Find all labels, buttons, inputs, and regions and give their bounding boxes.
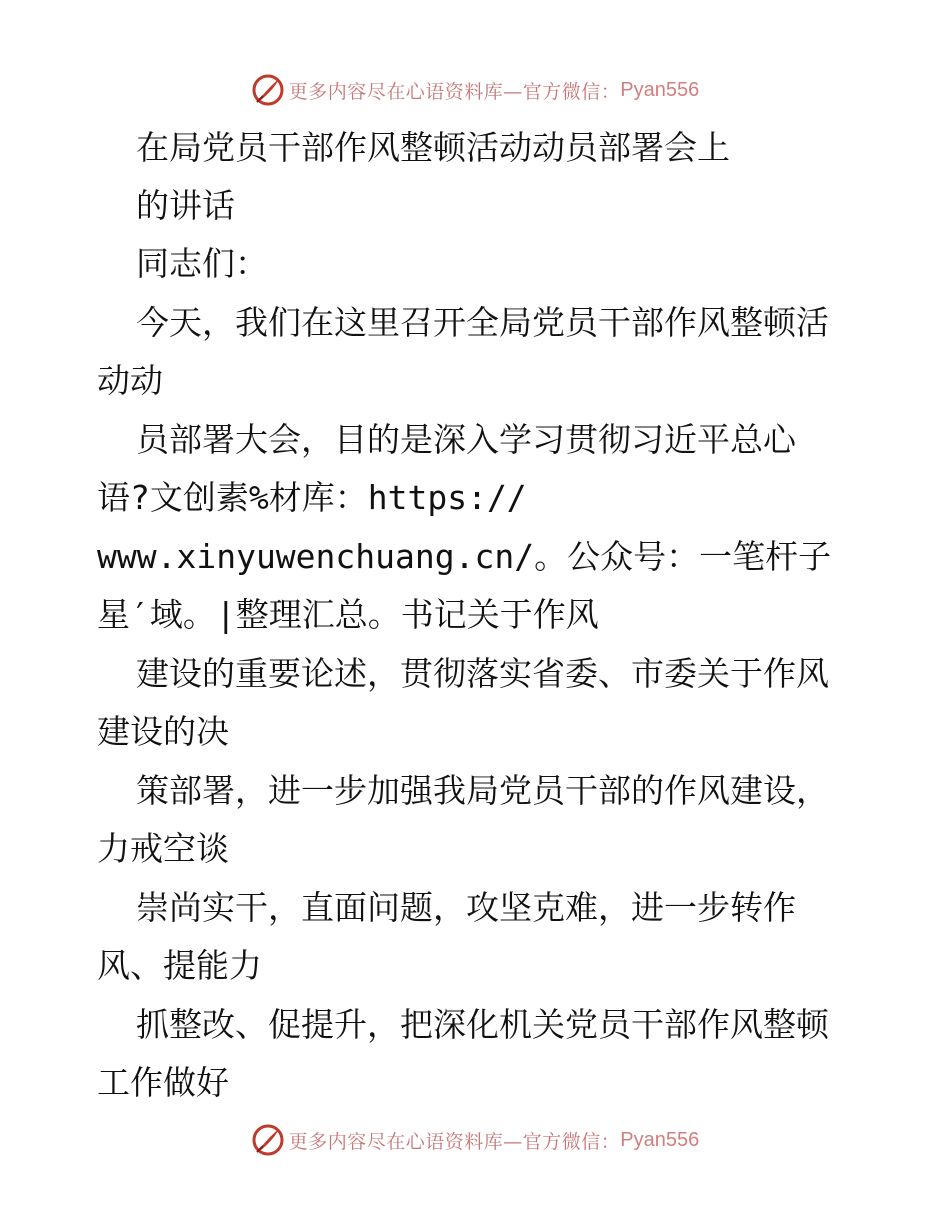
doc-paragraph-line: 员部署大会，目的是深入学习贯彻习近平总心 bbox=[136, 420, 796, 459]
doc-paragraph-line: 抓整改、促提升，把深化机关党员干部作风整顿 bbox=[136, 1005, 829, 1044]
footer-banner bbox=[0, 1120, 950, 1160]
header-banner-text: 更多内容尽在心语资料库—官方微信： bbox=[288, 80, 621, 103]
feather-pen-icon bbox=[251, 1123, 285, 1157]
doc-title-line-2: 的讲话 bbox=[136, 186, 235, 225]
doc-paragraph-line: 星′域。|整理汇总。书记关于作风 bbox=[97, 595, 599, 634]
doc-paragraph-line: 工作做好 bbox=[97, 1063, 229, 1102]
doc-salutation: 同志们： bbox=[136, 244, 268, 283]
doc-title-line-1: 在局党员干部作风整顿活动动员部署会上 bbox=[136, 128, 730, 167]
doc-paragraph-line: 建设的决 bbox=[97, 712, 229, 751]
doc-paragraph-line: 今天，我们在这里召开全局党员干部作风整顿活 bbox=[136, 303, 829, 342]
feather-pen-icon bbox=[251, 73, 285, 107]
doc-paragraph-line: 崇尚实干，直面问题，攻坚克难，进一步转作 bbox=[136, 888, 796, 927]
header-banner-wechat-id: Pyan556 bbox=[620, 78, 700, 101]
footer-banner-wechat-id: Pyan556 bbox=[620, 1128, 700, 1151]
doc-paragraph-line: 语?文创素%材库：https:// bbox=[97, 478, 527, 517]
doc-paragraph-line: 建设的重要论述，贯彻落实省委、市委关于作风 bbox=[136, 654, 829, 693]
doc-paragraph-line: 风、提能力 bbox=[97, 946, 262, 985]
footer-banner-text: 更多内容尽在心语资料库—官方微信： bbox=[288, 1130, 621, 1153]
doc-paragraph-line: 策部署，进一步加强我局党员干部的作风建设， bbox=[136, 771, 829, 810]
doc-paragraph-line: www.xinyuwenchuang.cn/。公众号：一笔杆子 bbox=[97, 537, 832, 576]
doc-paragraph-line: 动动 bbox=[97, 361, 163, 400]
header-banner bbox=[0, 70, 950, 110]
doc-paragraph-line: 力戒空谈 bbox=[97, 829, 229, 868]
